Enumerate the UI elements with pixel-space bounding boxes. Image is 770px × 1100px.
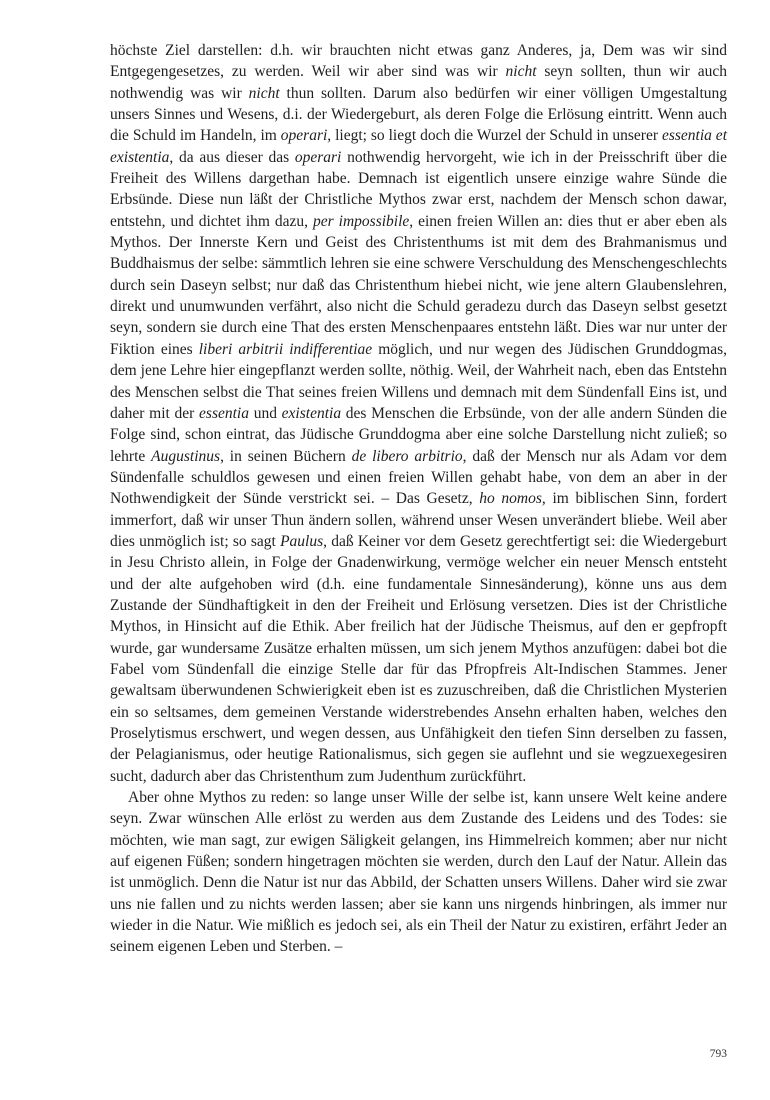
paragraph-2 xyxy=(110,787,727,958)
text-run: Aber ohne Mythos zu reden: so lange unser Wille der selbe ist, kann unsere Welt keine andere seyn. Zwar wünschen Alle erlöst zu werden aus dem Zustande des Leidens und des Todes: sie möchten, wie man sagt, zur ewigen Säligkeit gelangen, ins Himmelreich kommen; aber nur nicht auf eigenen Füßen; sondern hingetragen möchten sie werden, durch den Lauf der Natur. Allein das ist unmöglich. Denn die Natur ist nur das Abbild, der Schatten unsers Willens. Daher wird sie zwar uns nie fallen und zu nichts werden lassen; aber sie kann uns nirgends hinbringen, als immer nur wieder in die Natur. Wie mißlich es jedoch sei, als ein Theil der Natur zu existiren, erfährt Jeder an seinem eigenen Leben und Sterben. – xyxy=(110,789,727,956)
italic-run: per impossibile xyxy=(313,212,410,230)
italic-run: essentia et existentia xyxy=(110,127,727,166)
text-run: , in seinen Büchern xyxy=(220,447,352,465)
text-run: des Menschen die Erbsünde, von der alle andern Sünden die Folge sind, schon eintrat, das Jüdische Grunddogma aber eine solche Darstellung nicht zuließ; so lehrte xyxy=(110,404,727,465)
text-run: , im biblischen Sinn, fordert immerfort, daß wir unser Thun ändern sollen, während unser Wesen unverändert bliebe. Weil aber dies unmöglich ist; so sagt xyxy=(110,490,727,550)
text-run: , daß der Mensch nur als Adam vor dem Sündenfalle schuldlos gewesen und einen freien Willen gehabt habe, von dem an aber in der Nothwendigkeit der Sünde verstrickt sei. – Das Gesetz, xyxy=(110,447,727,508)
italic-run: Augustinus xyxy=(151,447,221,465)
text-run: , einen freien Willen an: dies thut er aber eben als Mythos. Der Innerste Kern und Geist des Christenthums ist mit dem des Brahmanismus und Buddhaismus der selbe: sämmtlich lehren sie eine schwere Verschuldung des Menschengeschlechts durch sein Daseyn selbst; nur daß das Christenthum hiebei nicht, wie jene altern Glaubenslehren, direkt und unumwunden verfährt, also nicht die Schuld geradezu durch das Daseyn selbst gesetzt seyn, sondern sie durch eine That des ersten Menschenpaares entstehn läßt. Dies war nur unter der Fiktion eines xyxy=(110,212,727,358)
text-run: und xyxy=(248,404,282,422)
text-run: thun sollten. Darum also bedürfen wir einer völligen Umgestaltung unsers Sinnes und Wesens, d.i. der Wiedergeburt, als deren Folge die Erlösung eintritt. Wenn auch die Schuld im Handeln, im xyxy=(110,84,727,145)
text-run: , daß Keiner vor dem Gesetz gerechtfertigt sei: die Wiedergeburt in Jesu Christo allein, in Folge der Gnadenwirkung, vermöge welcher ein neuer Mensch entsteht und der alte aufgehoben wird (d.h. eine fundamentale Sinnesänderung), könne uns aus dem Zustande der Sündhaftigkeit in den der Freiheit und Erlösung versetzen. Dies ist der Christliche Mythos, in Hinsicht auf die Ethik. Aber freilich hat der Jüdische Theismus, auf den er gepfropft wurde, gar wundersame Zusätze erhalten müssen, um sich jenem Mythos anzufügen: dabei bot die Fabel vom Sündenfall die einzige Stelle dar für das Pfropfreis Alt-Indischen Stammes. Jener gewaltsam überwundenen Schwierigkeit eben ist es zuzuschreiben, daß die Christlichen Mysterien ein so seltsames, dem gemeinen Verstande widerstrebendes Ansehn erhalten haben, welches den Proselytismus erschwert, und wegen dessen, aus Unfähigkeit den tiefen Sinn derselben zu fassen, der Pelagianismus, oder heutige Rationalismus, sich gegen sie auflehnt und sie wegzuexegesiren sucht, dadurch aber das Christenthum zum Judenthum zurückführt. xyxy=(110,532,727,785)
text-run: nothwendig hervorgeht, wie ich in der Preisschrift über die Freiheit des Willens dargethan habe. Demnach ist eigentlich unsere einzige wahre Sünde die Erbsünde. Diese nun läßt der Christliche Mythos zwar erst, nachdem der Mensch schon dawar, entstehn, und dichtet ihm dazu, xyxy=(110,148,727,230)
text-run: höchste Ziel darstellen: d.h. wir brauchten nicht etwas ganz Anderes, ja, Dem was wir sind Entgegengesetzes, zu werden. Weil wir aber sind was wir xyxy=(110,42,727,81)
text-run: seyn sollten, thun wir auch nothwendig was wir xyxy=(110,63,727,102)
italic-run: ho nomos xyxy=(479,490,542,508)
italic-run: operari xyxy=(294,148,342,166)
page-number: 793 xyxy=(709,1048,727,1060)
italic-run: liberi arbitrii indifferentiae xyxy=(198,340,373,358)
italic-run: operari xyxy=(280,127,328,145)
italic-run: nicht xyxy=(248,84,280,102)
italic-run: Paulus xyxy=(280,532,324,550)
italic-run: existentia xyxy=(281,404,342,422)
text-run: , da aus dieser das xyxy=(169,148,295,166)
italic-run: essentia xyxy=(199,404,249,422)
text-run: möglich, und nur wegen des Jüdischen Grunddogmas, dem jene Lehre hier eingepflanzt werden sollte, nöthig. Weil, der Wahrheit nach, eben das Entstehn des Menschen selbst die That seines freien Willens und demnach mit dem Sündenfall Eins ist, und daher mit der xyxy=(110,340,727,422)
page-body xyxy=(110,40,727,958)
italic-run: nicht xyxy=(505,63,537,81)
italic-run: de libero arbitrio xyxy=(351,447,463,465)
paragraph-1 xyxy=(110,40,727,787)
text-run: , liegt; so liegt doch die Wurzel der Schuld in unserer xyxy=(327,127,662,145)
